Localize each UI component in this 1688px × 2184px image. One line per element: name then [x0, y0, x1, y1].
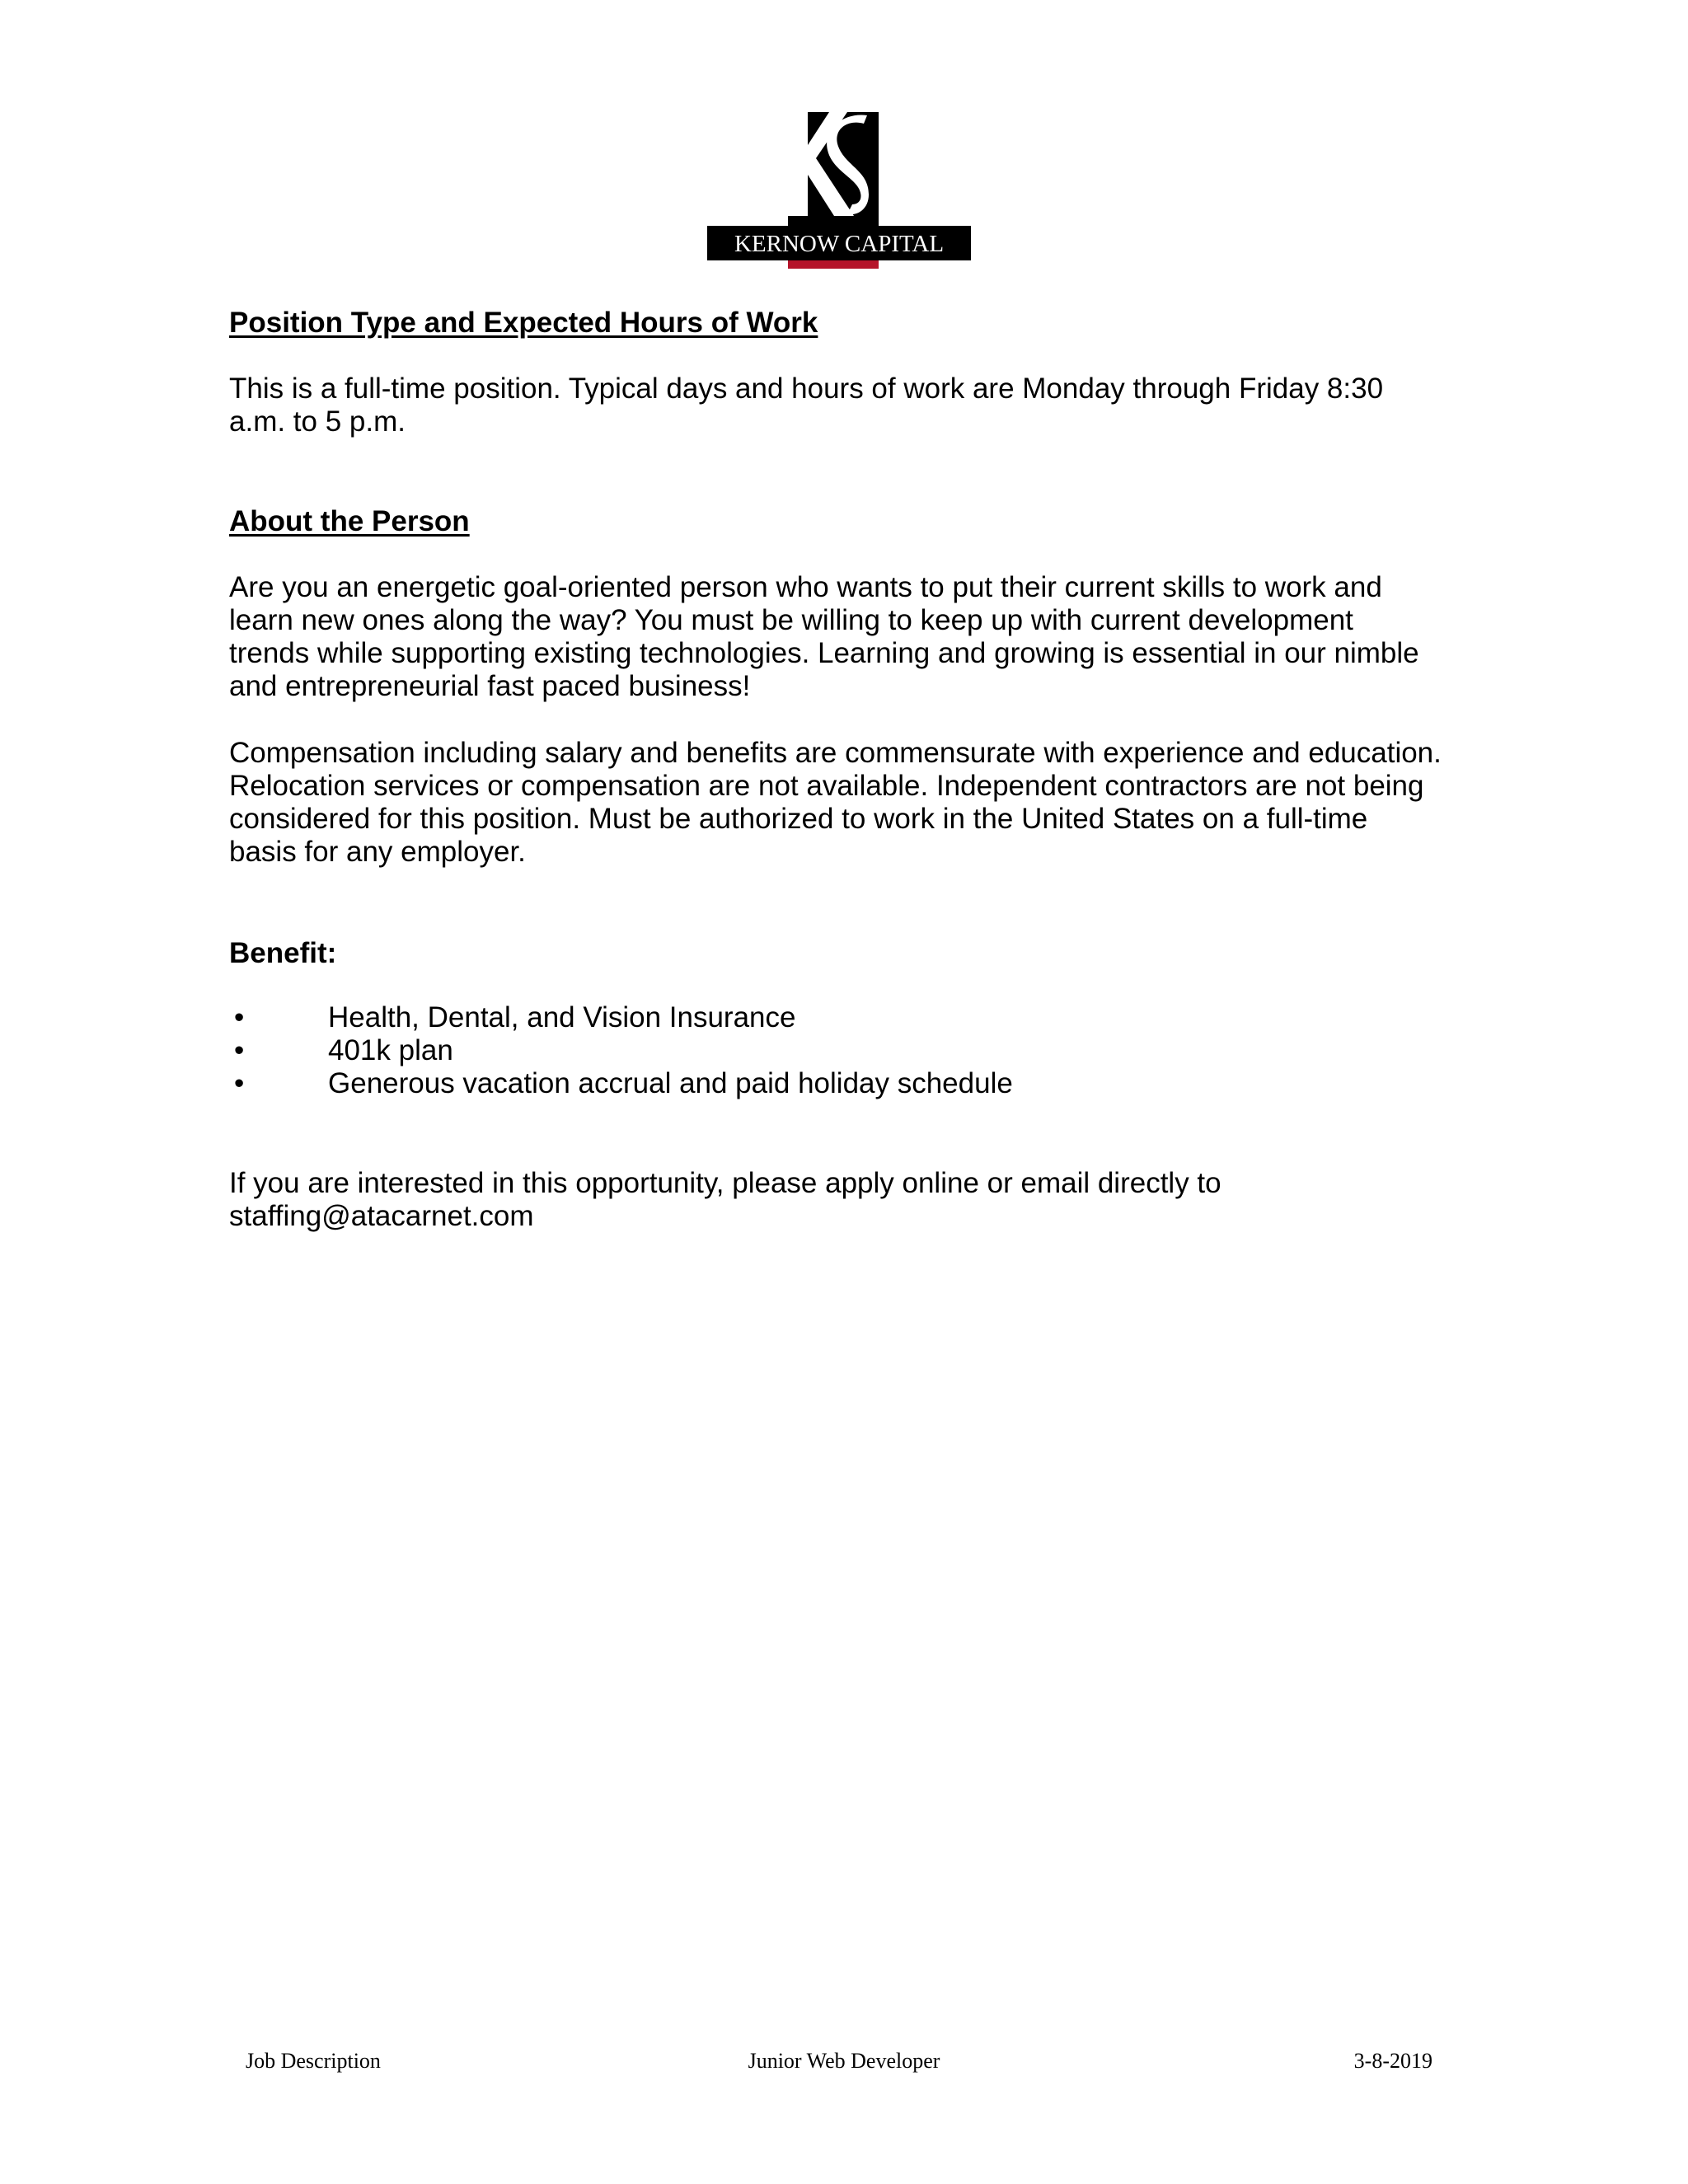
section-heading-about-person: About the Person [229, 505, 470, 537]
paragraph-line: This is a full-time position. Typical days and hours of work are Monday through Friday 8:30 [229, 373, 1384, 405]
footer-job-title: Junior Web Developer [748, 2049, 940, 2073]
list-item-text: Generous vacation accrual and paid holiday schedule [328, 1067, 1013, 1099]
paragraph-line: Are you an energetic goal-oriented person who wants to put their current skills to work and [229, 571, 1382, 603]
benefit-list [229, 1001, 1013, 1100]
paragraph-line: basis for any employer. [229, 836, 526, 868]
paragraph-line: a.m. to 5 p.m. [229, 405, 406, 438]
logo-accent-bar [788, 260, 879, 269]
paragraph-line: Compensation including salary and benefits are commensurate with experience and education. [229, 737, 1442, 769]
logo-company-name: KERNOW CAPITAL [734, 231, 945, 257]
paragraph-line: Relocation services or compensation are not available. Independent contractors are not being [229, 770, 1424, 802]
paragraph-line: and entrepreneurial fast paced business! [229, 670, 751, 702]
list-item [229, 1034, 1013, 1067]
bullet-icon: • [234, 1034, 245, 1066]
position-type-paragraph [229, 373, 1449, 438]
company-logo [707, 112, 971, 269]
apply-paragraph [229, 1167, 1449, 1233]
list-item-text: 401k plan [328, 1034, 453, 1066]
section-heading-position-type: Position Type and Expected Hours of Work [229, 307, 818, 339]
footer-date: 3-8-2019 [1353, 2049, 1432, 2073]
paragraph-line: learn new ones along the way? You must be willing to keep up with current development [229, 604, 1353, 636]
paragraph-line: If you are interested in this opportunity, please apply online or email directly to [229, 1167, 1221, 1199]
paragraph-line: considered for this position. Must be authorized to work in the United States on a full-time [229, 803, 1368, 835]
about-person-paragraph-1 [229, 571, 1449, 703]
bullet-icon: • [234, 1067, 245, 1099]
about-person-paragraph-2 [229, 737, 1449, 869]
list-item-text: Health, Dental, and Vision Insurance [328, 1001, 796, 1033]
list-item [229, 1001, 1013, 1034]
list-item [229, 1067, 1013, 1100]
footer-document-type: Job Description [246, 2049, 381, 2073]
bullet-icon: • [234, 1001, 245, 1033]
section-heading-benefit: Benefit: [229, 937, 337, 969]
contact-email: staffing@atacarnet.com [229, 1200, 534, 1232]
paragraph-line: trends while supporting existing technologies. Learning and growing is essential in our nimble [229, 637, 1419, 669]
